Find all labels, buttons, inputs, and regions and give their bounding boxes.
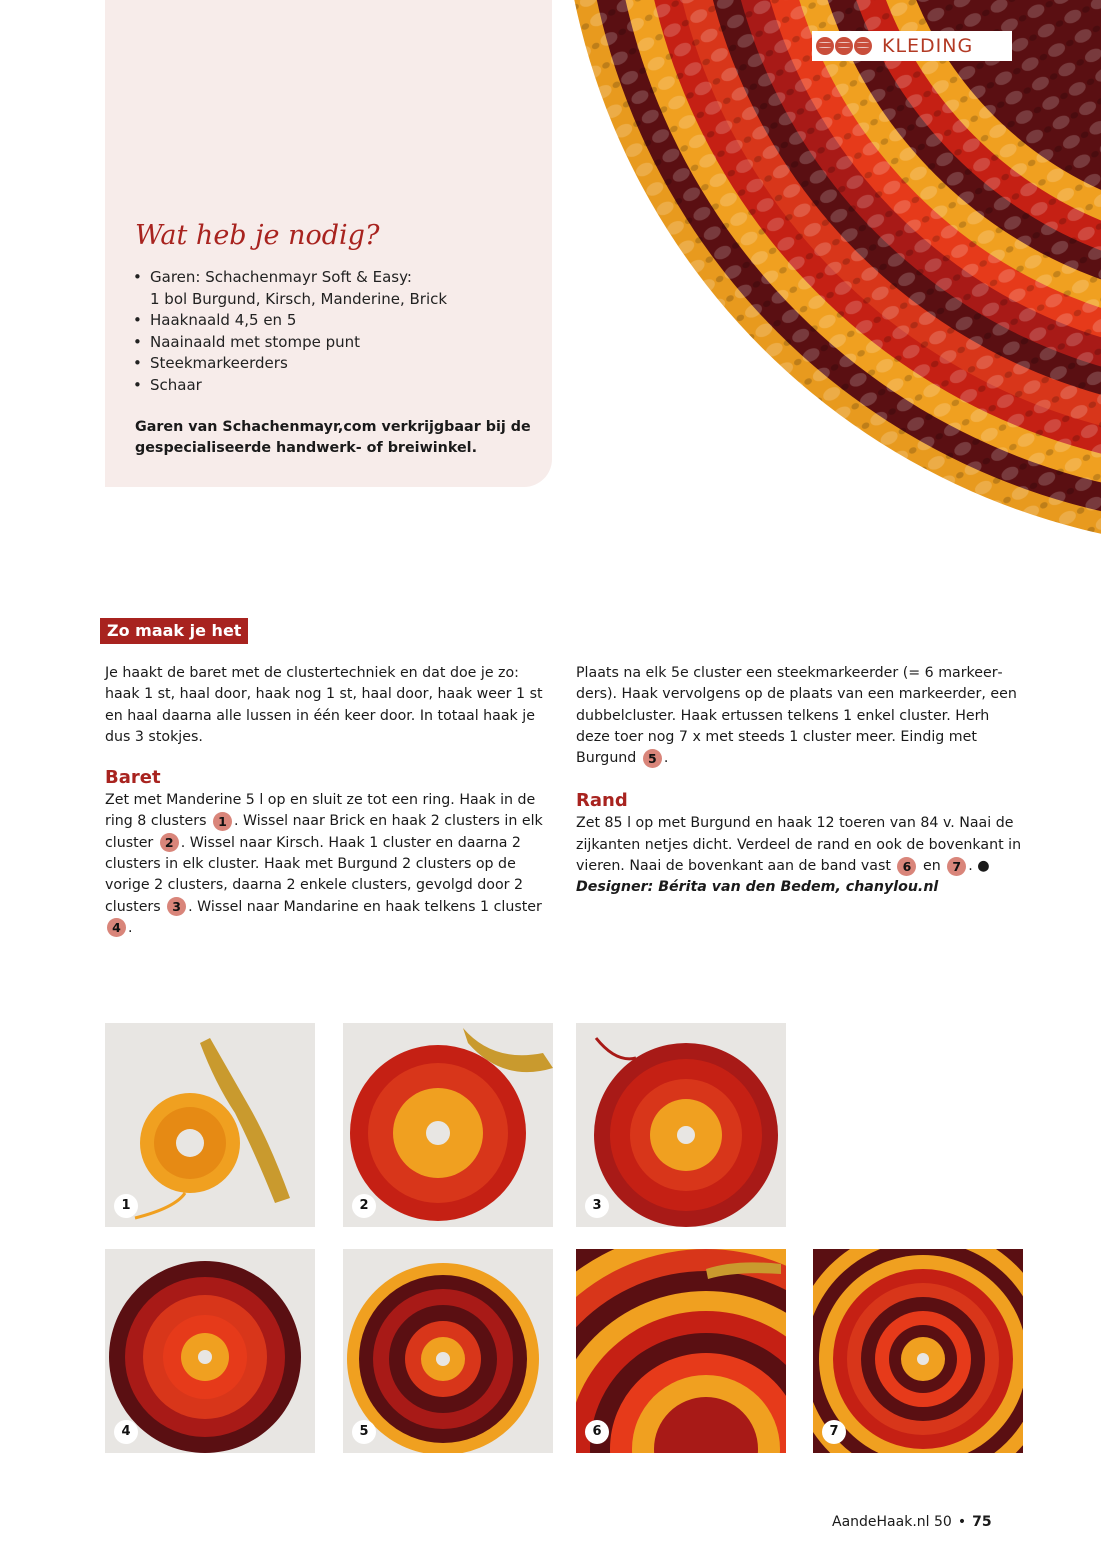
- instructions-column-right: [576, 663, 1026, 899]
- photo-number: 1: [114, 1194, 138, 1218]
- materials-item: [133, 332, 447, 354]
- baret-text: .: [128, 919, 133, 936]
- step-photo-1: [105, 1023, 315, 1227]
- category-tag: [812, 31, 1012, 61]
- photo-number: 4: [114, 1420, 138, 1444]
- materials-item: [133, 267, 447, 310]
- materials-item-text: Haaknaald 4,5 en 5: [150, 311, 297, 329]
- materials-item-text: Naainaald met stompe punt: [150, 332, 361, 351]
- page-number: 75: [972, 1514, 992, 1530]
- photo-3-image: [576, 1023, 786, 1227]
- photo-number: 5: [352, 1420, 376, 1444]
- photo-2-image: [343, 1023, 553, 1227]
- step-badge-3: 3: [167, 897, 186, 916]
- step-photo-4: [105, 1249, 315, 1453]
- step-badge-1: 1: [213, 812, 232, 831]
- designer-credit: Designer: Bérita van den Bedem, chanylou.nl: [576, 879, 939, 896]
- photo-6-image: [576, 1249, 786, 1453]
- rand-paragraph: [576, 813, 1026, 877]
- materials-item-text: Schaar: [150, 375, 202, 394]
- yarn-ball-icon: [854, 37, 872, 55]
- photo-4-image: [105, 1249, 315, 1453]
- materials-item-subtext: 1 bol Burgund, Kirsch, Manderine, Brick: [150, 289, 448, 308]
- photo-5-image: [343, 1249, 553, 1453]
- rand-text: Zet 85 l op met Burgund en haak 12 toeren van 84 v. Naai de zijkanten netjes dicht. Verdeel de rand en ook de bovenkant in vieren. Naai de bovenkant aan de band vast: [576, 815, 1022, 875]
- step-badge-5: 5: [643, 749, 662, 768]
- section-label: Zo maak je het: [100, 618, 248, 644]
- rand-heading: Rand: [576, 790, 628, 812]
- photo-number: 6: [585, 1420, 609, 1444]
- baret-heading: Baret: [105, 767, 161, 789]
- markers-text: Plaats na elk 5e cluster een steekmarkeerder (= 6 markeerders). Haak vervolgens op de plaats van een markeerder, een dubbelcluster. Haak ertussen telkens 1 enkel cluster. Herh deze toer nog 7 x met steeds 1 cluster meer. Eindig met Burgund: [576, 665, 1017, 767]
- photo-7-image: [813, 1249, 1023, 1453]
- hero-crochet-image: [560, 0, 1101, 560]
- markers-paragraph: [576, 663, 1026, 769]
- materials-item-text: Steekmarkeerders: [150, 354, 288, 372]
- photo-1-image: [105, 1023, 315, 1227]
- baret-text: Zet met Manderine 5 l op en sluit ze tot een ring. Haak in de ring 8 clusters: [105, 792, 536, 830]
- step-badge-7: 7: [947, 857, 966, 876]
- step-photo-6: [576, 1249, 786, 1453]
- page-footer: [832, 1514, 992, 1530]
- footer-separator: •: [957, 1514, 967, 1530]
- materials-item-text: Garen: Schachenmayr Soft & Easy:: [150, 268, 412, 286]
- yarn-balls-icon: [816, 37, 872, 55]
- baret-text: . Wissel naar Brick en haak 2 clusters in elk cluster: [105, 813, 543, 851]
- step-badge-4: 4: [107, 918, 126, 937]
- yarn-ball-icon: [835, 37, 853, 55]
- yarn-ball-icon: [816, 37, 834, 55]
- materials-heading: Wat heb je nodig?: [135, 220, 380, 251]
- materials-panel: [105, 0, 552, 487]
- baret-paragraph: [105, 790, 555, 939]
- instructions-column-left: [105, 663, 555, 939]
- materials-item: [133, 353, 447, 375]
- materials-note: Garen van Schachenmayr,com verkrijgbaar bij de gespecialiseerde handwerk- of breiwinkel.: [135, 419, 531, 456]
- baret-text: . Wissel naar Kirsch. Haak 1 cluster en daarna 2 clusters in elk cluster. Haak met Burgund 2 clusters op de vorige 2 clusters, daarna 2 enkele clusters, gevolgd door 2 clusters: [105, 834, 524, 915]
- step-badge-6: 6: [897, 857, 916, 876]
- markers-text: .: [663, 750, 669, 767]
- rand-text: .: [968, 858, 978, 875]
- photo-number: 2: [352, 1194, 376, 1218]
- step-photo-2: [343, 1023, 553, 1227]
- step-photo-3: [576, 1023, 786, 1227]
- step-photo-5: [343, 1249, 553, 1453]
- materials-list: [133, 267, 447, 396]
- step-badge-2: 2: [160, 833, 179, 852]
- footer-site: AandeHaak.nl 50: [832, 1514, 952, 1530]
- materials-item: [133, 375, 447, 397]
- crochet-circle-illustration: [560, 0, 1101, 560]
- materials-item: [133, 310, 447, 332]
- baret-text: . Wissel naar Mandarine en haak telkens 1 cluster: [188, 898, 542, 915]
- photo-number: 3: [585, 1194, 609, 1218]
- intro-paragraph: Je haakt de baret met de clustertechniek en dat doe je zo: haak 1 st, haal door, haak nog 1 st, haal door, haak weer 1 st en haal daarna alle lussen in één keer door. In totaal haak je dus 3 stokjes.: [105, 665, 543, 745]
- end-mark: ●: [977, 858, 990, 875]
- category-label: KLEDING: [882, 35, 974, 57]
- step-photo-7: [813, 1249, 1023, 1453]
- rand-text: en: [918, 858, 946, 875]
- photo-number: 7: [822, 1420, 846, 1444]
